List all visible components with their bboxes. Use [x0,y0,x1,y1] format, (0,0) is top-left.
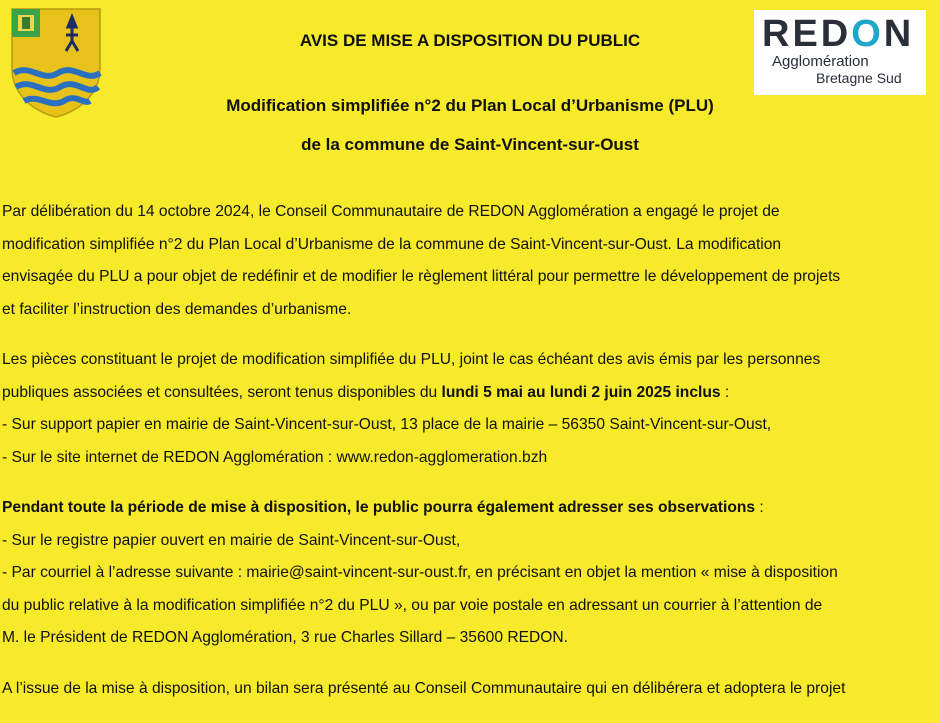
notice-subtitle: Modification simplifiée n°2 du Plan Local d’Urbanisme (PLU) [226,96,714,115]
paragraph-observations: Pendant toute la période de mise à disposition, le public pourra également adresser ses observations : - Sur le registre papier ouvert en mairie de Saint-Vincent-sur-Oust, - Par courriel à l’adresse suivante : mairie@saint-vincent-sur-oust.fr, en précisant en objet la mention « mise à disposition du public relative à la modification simplifiée n°2 du PLU », ou par voie postale en adressant un courrier à l’attention de M. le Président de REDON Agglomération, 3 rue Charles Sillard – 35600 REDON. [2,492,938,655]
availability-dates: lundi 5 mai au lundi 2 juin 2025 inclus [441,383,721,401]
logo-tagline: Bretagne Sud [816,70,902,86]
notice-commune: de la commune de Saint-Vincent-sur-Oust [301,135,639,154]
list-item: - Sur support papier en mairie de Saint-Vincent-sur-Oust, 13 place de la mairie – 56350 Saint-Vincent-sur-Oust, [2,416,772,433]
logo-wordmark: REDON [762,13,915,55]
paragraph-availability: Les pièces constituant le projet de modification simplifiée du PLU, joint le cas échéant des avis émis par les personnes publiques associées et consultées, seront tenus disponibles du lundi 5 mai au lundi 2 juin 2025 inclus : - Sur support papier en mairie de Saint-Vincent-sur-Oust, 13 place de la mairie – 56350 Saint-Vincent-sur-Oust, - Sur le site internet de REDON Agglomération : www.redon-agglomeration.bzh [2,344,938,474]
list-item: - Sur le registre papier ouvert en mairie de Saint-Vincent-sur-Oust, [2,531,461,549]
paragraph-conclusion: A l’issue de la mise à disposition, un bilan sera présenté au Conseil Communautaire qui en délibérera et adoptera le projet [2,679,846,697]
paragraph-deliberation: Par délibération du 14 octobre 2024, le Conseil Communautaire de REDON Agglomération a engagé le projet de modification simplifiée n°2 du Plan Local d’Urbanisme de la commune de Saint-Vincent-sur-Oust. La modification envisagée du PLU a pour objet de redéfinir et de modifier le règlement littéral pour permettre le développement de projets et faciliter l’instruction des demandes d’urbanisme. [2,203,841,318]
notice-body [2,196,938,723]
list-item: - Sur le site internet de REDON Agglomération : www.redon-agglomeration.bzh [2,448,548,466]
logo-subtitle: Agglomération [772,53,869,70]
notice-title: AVIS DE MISE A DISPOSITION DU PUBLIC [299,31,641,50]
redon-agglomeration-logo [754,10,926,95]
list-item: - Par courriel à l’adresse suivante : mairie@saint-vincent-sur-oust.fr, en précisant en objet la mention « mise à disposition [2,564,838,581]
